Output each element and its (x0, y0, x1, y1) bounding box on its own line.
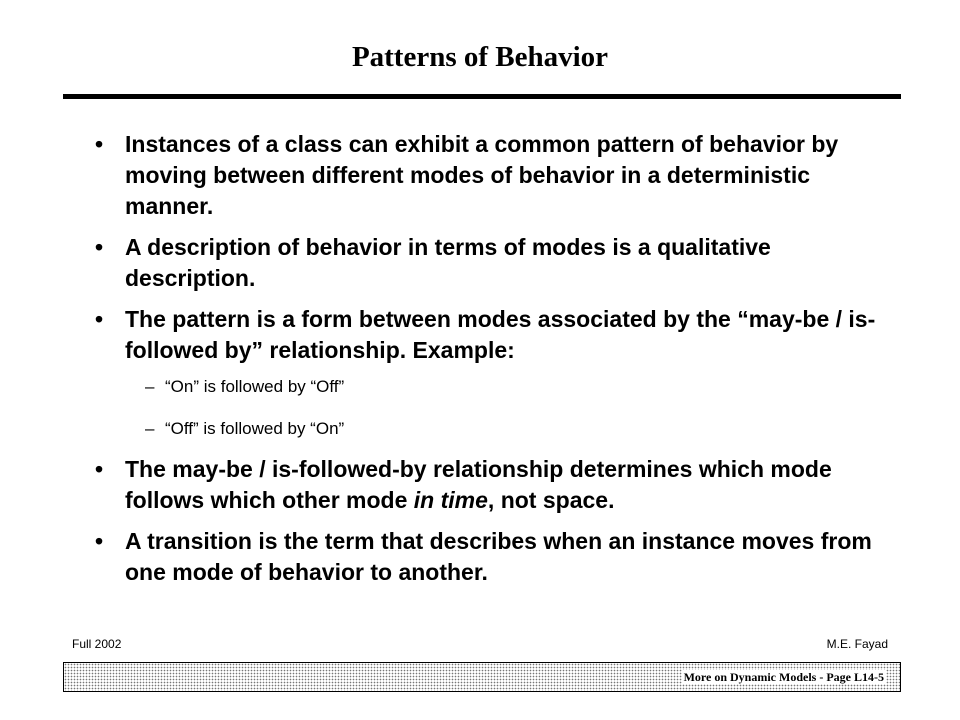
bullet-text (125, 456, 832, 513)
bullet-item (95, 232, 895, 294)
sub-bullet-text: “Off” is followed by “On” (165, 419, 345, 438)
sub-bullet-item (95, 418, 895, 440)
bullet-text: The pattern is a form between modes associated by the “may-be / is-followed by” relationship. Example: (125, 306, 876, 363)
sub-bullet-item (95, 376, 895, 398)
dash-point: – (145, 419, 155, 438)
page-title: Patterns of Behavior (351, 41, 609, 73)
bullet-item (95, 304, 895, 366)
bullet-point: • (95, 306, 104, 332)
bullet-text-part: The may-be / is-followed-by relationship determines which mode follows which other mode (125, 456, 832, 513)
dash-point: – (145, 377, 155, 396)
bullet-text: Instances of a class can exhibit a common pattern of behavior by moving between different modes of behavior in a deterministic manner. (125, 131, 839, 219)
footer-page-label: More on Dynamic Models - Page L14-5 (683, 670, 884, 684)
title-divider (63, 94, 901, 99)
bullet-list (95, 129, 895, 598)
footer-date: Full 2002 (72, 637, 122, 651)
bullet-point: • (95, 528, 104, 554)
footer-author: M.E. Fayad (826, 637, 888, 651)
bullet-item (95, 526, 895, 588)
bullet-point: • (95, 131, 104, 157)
bullet-text: A transition is the term that describes when an instance moves from one mode of behavior to another. (125, 528, 872, 585)
sub-bullet-text: “On” is followed by “Off” (165, 377, 345, 396)
bullet-point: • (95, 456, 104, 482)
footer-band (63, 662, 901, 692)
bullet-text: A description of behavior in terms of modes is a qualitative description. (125, 234, 771, 291)
bullet-point: • (95, 234, 104, 260)
bullet-text-part: , not space. (487, 487, 615, 513)
bullet-item (95, 454, 895, 516)
bullet-text-italic: in time (413, 487, 488, 513)
bullet-item (95, 129, 895, 222)
